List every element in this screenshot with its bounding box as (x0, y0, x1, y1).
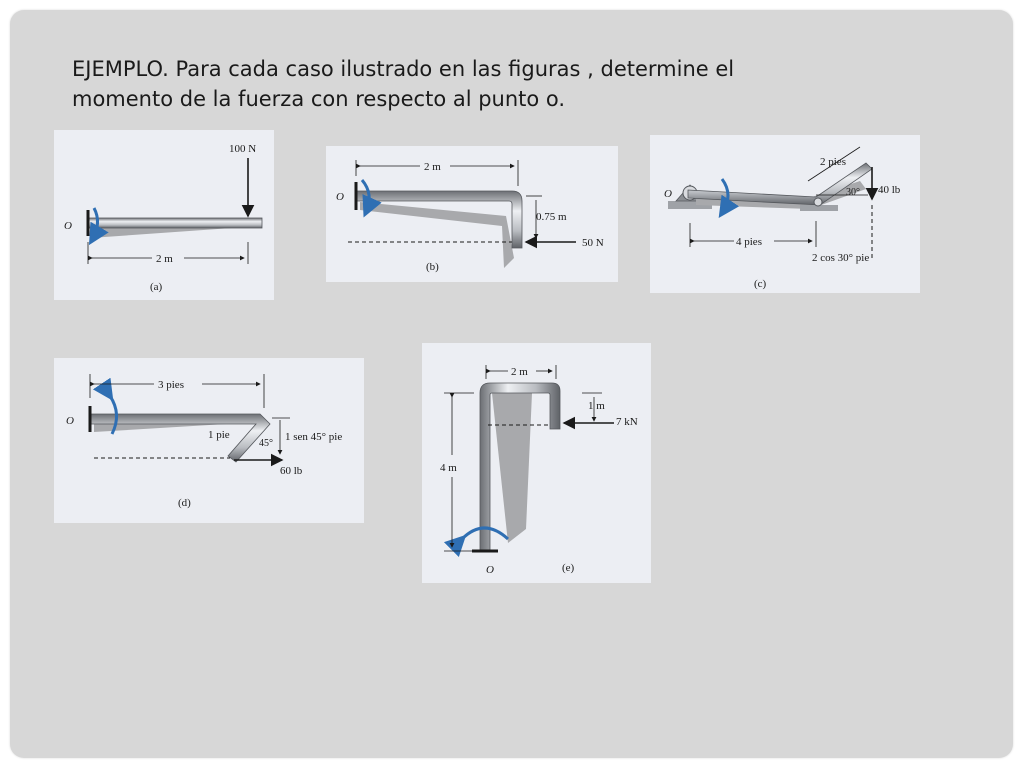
force-label: 40 lb (878, 184, 901, 196)
force-label: 50 N (582, 237, 604, 249)
caption: (b) (426, 261, 439, 273)
length-label: 4 pies (736, 236, 762, 248)
force-label: 100 N (229, 143, 257, 155)
length-label: 3 pies (158, 379, 184, 391)
caption: (a) (150, 281, 163, 293)
projection-label: 2 cos 30° pie (812, 252, 870, 264)
figure-c-drawing (650, 135, 920, 293)
point-label: O (336, 191, 344, 203)
caption: (d) (178, 497, 191, 509)
figure-a (54, 130, 274, 300)
figure-b-drawing (326, 146, 618, 282)
point-label: O (64, 220, 72, 232)
drop-label: 0.75 m (536, 211, 567, 223)
rod-shadow (492, 393, 532, 543)
projection-label: 1 sen 45° pie (285, 431, 343, 443)
figure-b (326, 146, 618, 282)
angle-label: 45° (259, 438, 273, 449)
caption: (e) (562, 562, 575, 574)
rod (88, 218, 262, 228)
rod (688, 163, 872, 205)
angle-label: 30° (846, 187, 860, 198)
length-label: 2 m (424, 161, 441, 173)
force-label: 7 kN (616, 416, 638, 428)
roller (814, 198, 822, 206)
figure-d (54, 358, 364, 523)
point-label: O (664, 188, 672, 200)
slide-title (72, 54, 892, 114)
force-label: 60 lb (280, 465, 303, 477)
height-label: 4 m (440, 462, 457, 474)
length-label: 2 m (156, 253, 173, 265)
rod-shadow (360, 202, 514, 268)
figure-e-drawing (422, 343, 651, 583)
drop-label: 1 m (588, 400, 605, 412)
arm-label: 2 pies (820, 156, 846, 168)
figure-c (650, 135, 920, 293)
point-label: O (486, 564, 494, 576)
figure-d-drawing (54, 358, 364, 523)
point-label: O (66, 415, 74, 427)
figure-e (422, 343, 651, 583)
arm-label: 1 pie (208, 429, 230, 441)
title-line-1: EJEMPLO. Para cada caso ilustrado en las figuras , determine el (72, 57, 735, 81)
title-line-2: momento de la fuerza con respecto al punto o. (72, 87, 566, 111)
figure-a-drawing (54, 130, 274, 300)
caption: (c) (754, 278, 767, 290)
width-label: 2 m (511, 366, 528, 378)
